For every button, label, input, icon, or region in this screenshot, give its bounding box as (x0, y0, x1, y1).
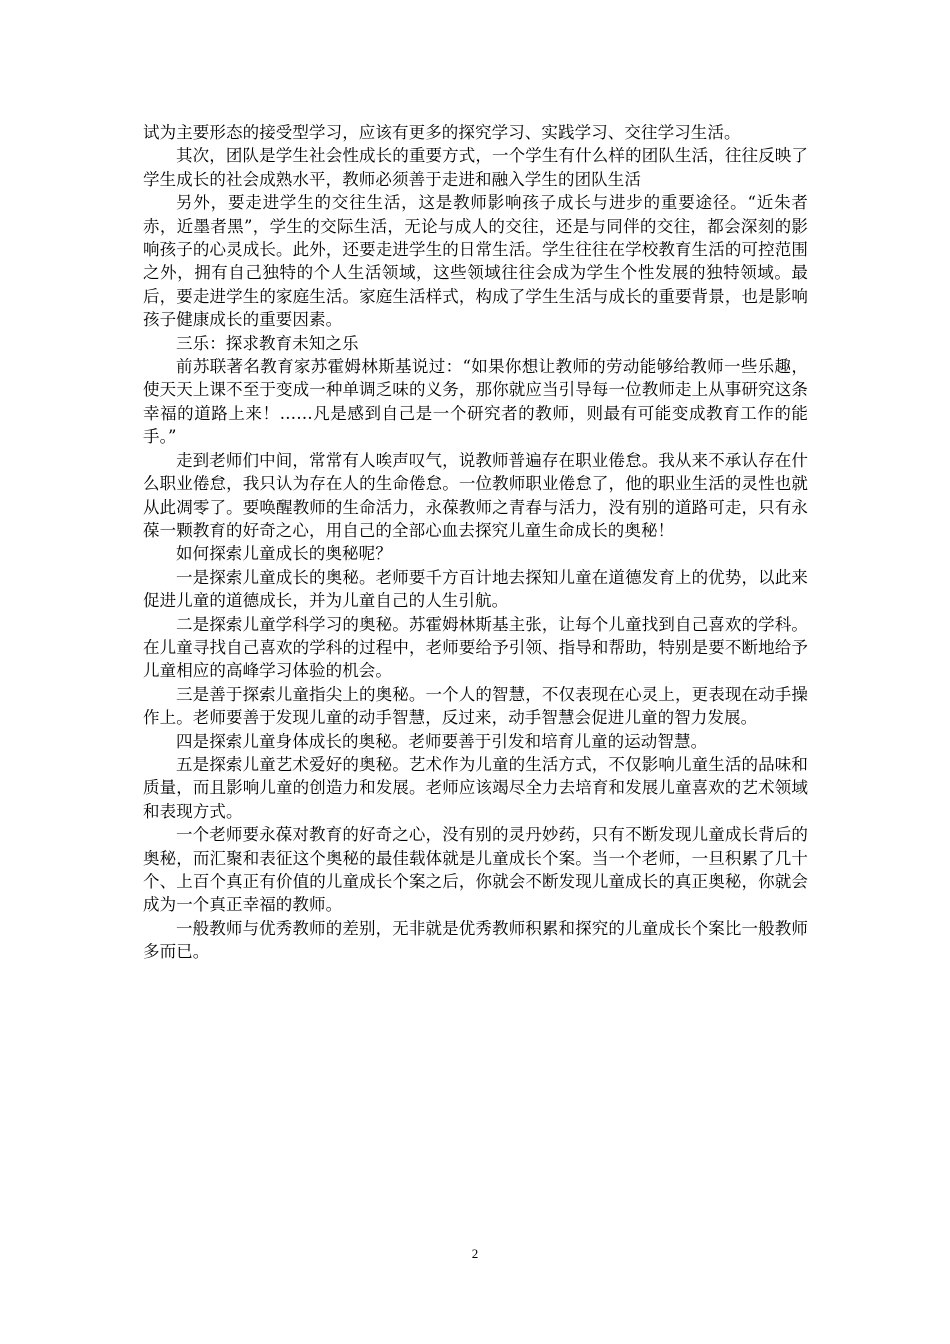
paragraph: 其次，团队是学生社会性成长的重要方式，一个学生有什么样的团队生活，往往反映了学生成长的社会成熟水平，教师必须善于走进和融入学生的团队生活 (143, 146, 808, 189)
list-item: 四是探索儿童身体成长的奥秘。老师要善于引发和培育儿童的运动智慧。 (176, 731, 708, 751)
paragraph: 试为主要形态的接受型学习，应该有更多的探究学习、实践学习、交往学习生活。 (143, 123, 741, 142)
list-item: 一是探索儿童成长的奥秘。老师要千方百计地去探知儿童在道德发育上的优势，以此来促进儿童的道德成长，并为儿童自己的人生引航。 (143, 567, 808, 611)
paragraph: 如何探索儿童成长的奥秘呢？ (176, 544, 392, 564)
document-body (143, 121, 808, 964)
section-heading: 三乐：探求教育未知之乐 (176, 333, 359, 353)
list-item: 五是探索儿童艺术爱好的奥秘。艺术作为儿童的生活方式，不仅影响儿童生活的品味和质量，而且影响儿童的创造力和发展。老师应该竭尽全力去培育和发展儿童喜欢的艺术领域和表现方式。 (143, 754, 808, 821)
paragraph: 走到老师们中间，常常有人唉声叹气，说教师普遍存在职业倦怠。我从来不承认存在什么职业倦怠，我只认为存在人的生命倦怠。一位教师职业倦怠了，他的职业生活的灵性也就从此凋零了。要唤醒教师的生命活力，永葆教师之青春与活力，没有别的道路可走，只有永葆一颗教育的好奇之心，用自己的全部心血去探究儿童生命成长的奥秘！ (143, 450, 808, 540)
paragraph: 另外，要走进学生的交往生活，这是教师影响孩子成长与进步的重要途径。“近朱者赤，近墨者黑”，学生的交际生活，无论与成人的交往，还是与同伴的交往，都会深刻的影响孩子的心灵成长。此外，还要走进学生的日常生活。学生往往在学校教育生活的可控范围之外，拥有自己独特的个人生活领域，这些领域往往会成为学生个性发展的独特领域。最后，要走进学生的家庭生活。家庭生活样式，构成了学生生活与成长的重要背景，也是影响孩子健康成长的重要因素。 (143, 193, 808, 330)
paragraph: 一个老师要永葆对教育的好奇之心，没有别的灵丹妙药，只有不断发现儿童成长背后的奥秘，而汇聚和表征这个奥秘的最佳载体就是儿童成长个案。当一个老师，一旦积累了几十个、上百个真正有价值的儿童成长个案之后，你就会不断发现儿童成长的真正奥秘，你就会成为一个真正幸福的教师。 (143, 825, 808, 915)
quote-paragraph: 前苏联著名教育家苏霍姆林斯基说过：“如果你想让教师的劳动能够给教师一些乐趣，使天天上课不至于变成一种单调乏味的义务，那你就应当引导每一位教师走上从事研究这条幸福的道路上来！……凡是感到自己是一个研究者的教师，则最有可能变成教育工作的能手。” (143, 357, 808, 447)
page-number: 2 (471, 1246, 479, 1261)
paragraph: 一般教师与优秀教师的差别，无非就是优秀教师积累和探究的儿童成长个案比一般教师多而已。 (143, 918, 808, 962)
list-item: 三是善于探索儿童指尖上的奥秘。一个人的智慧，不仅表现在心灵上，更表现在动手操作上。老师要善于发现儿童的动手智慧，反过来，动手智慧会促进儿童的智力发展。 (143, 684, 808, 728)
list-item: 二是探索儿童学科学习的奥秘。苏霍姆林斯基主张，让每个儿童找到自己喜欢的学科。在儿童寻找自己喜欢的学科的过程中，老师要给予引领、指导和帮助，特别是要不断地给予儿童相应的高峰学习体验的机会。 (143, 614, 808, 681)
